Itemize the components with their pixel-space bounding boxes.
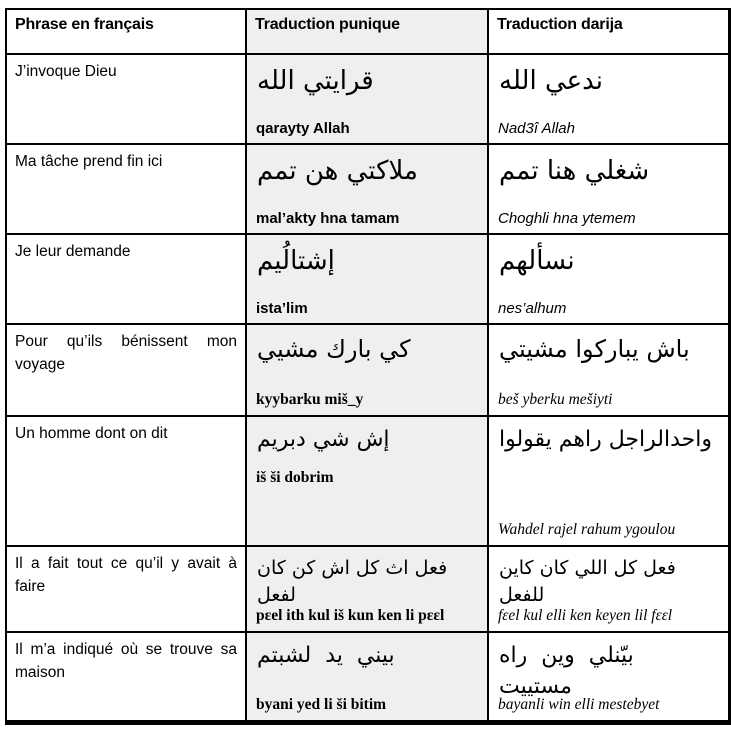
darija-arabic-text: بيّنلي وين راه مستييت [499,643,634,699]
table-row [6,546,729,632]
punique-arabic-text: إش شي دبريم [257,427,390,452]
column-header-punique: Traduction punique [246,9,488,54]
darija-transliteration: Nad3î Allah [498,120,575,137]
darija-transliteration: beš yberku mešiyti [498,391,613,408]
punique-arabic-text: كي بارك مشيي [257,335,411,363]
punique-transliteration: pɛel ith kul iš kun ken li pɛɛl [256,607,445,624]
darija-arabic-text: شغلي هنا تمم [499,156,650,186]
punique-transliteration: ista’lim [256,300,308,317]
translation-table [5,8,731,725]
french-phrase: J’invoque Dieu [6,54,246,144]
punique-cell [246,416,488,546]
french-phrase: Je leur demande [6,234,246,324]
table-row [6,234,729,324]
table-row [6,324,729,416]
punique-arabic-text: قرايتي الله [257,66,374,96]
punique-transliteration: iš ši dobrim [256,469,334,486]
french-phrase: Ma tâche prend fin ici [6,144,246,234]
darija-cell [488,54,729,144]
table-row [6,416,729,546]
darija-transliteration: Wahdel rajel rahum ygoulou [498,521,676,538]
punique-cell [246,324,488,416]
punique-arabic-text: إشتالُيم [257,246,335,276]
punique-transliteration: mal’akty hna tamam [256,210,400,227]
darija-transliteration: fɛel kul elli ken keyen lil fɛɛl [498,607,673,624]
darija-arabic-text: ندعي الله [499,66,604,96]
darija-transliteration: Choghli hna ytemem [498,210,636,227]
french-phrase: Il m’a indiqué où se trouve sa maison [6,632,246,722]
darija-cell [488,234,729,324]
darija-cell [488,144,729,234]
table-row [6,632,729,722]
darija-cell [488,546,729,632]
punique-transliteration: byani yed li ši bitim [256,695,387,713]
darija-arabic-text: واحدالراجل راهم يقولوا [499,427,712,452]
french-phrase: Il a fait tout ce qu’il y avait à faire [6,546,246,632]
darija-cell [488,324,729,416]
darija-cell [488,416,729,546]
table-row [6,54,729,144]
column-header-darija: Traduction darija [488,9,729,54]
table-row [6,144,729,234]
punique-cell [246,144,488,234]
darija-transliteration: nes’alhum [498,300,567,317]
punique-cell [246,234,488,324]
punique-cell [246,546,488,632]
darija-arabic-text: نسألهم [499,246,575,276]
punique-transliteration: qarayty Allah [256,120,350,137]
french-phrase: Un homme dont on dit [6,416,246,546]
darija-arabic-text: باش يباركوا مشيتي [499,335,690,363]
darija-cell [488,632,729,722]
punique-arabic-text: بيني يد لشبتم [257,643,395,668]
darija-arabic-text: فعل كل اللي كان كاين للفعل [499,557,676,606]
punique-transliteration: kyybarku miš_y [256,391,364,408]
darija-transliteration: bayanli win elli mestebyet [498,695,660,713]
punique-cell [246,632,488,722]
punique-cell [246,54,488,144]
french-phrase: Pour qu’ils bénissent mon voyage [6,324,246,416]
punique-arabic-text: ملاكتي هن تمم [257,156,418,186]
column-header-french: Phrase en français [6,9,246,54]
header-row [6,9,729,54]
punique-arabic-text: فعل اث كل اش كن كان لفعل [257,557,448,606]
